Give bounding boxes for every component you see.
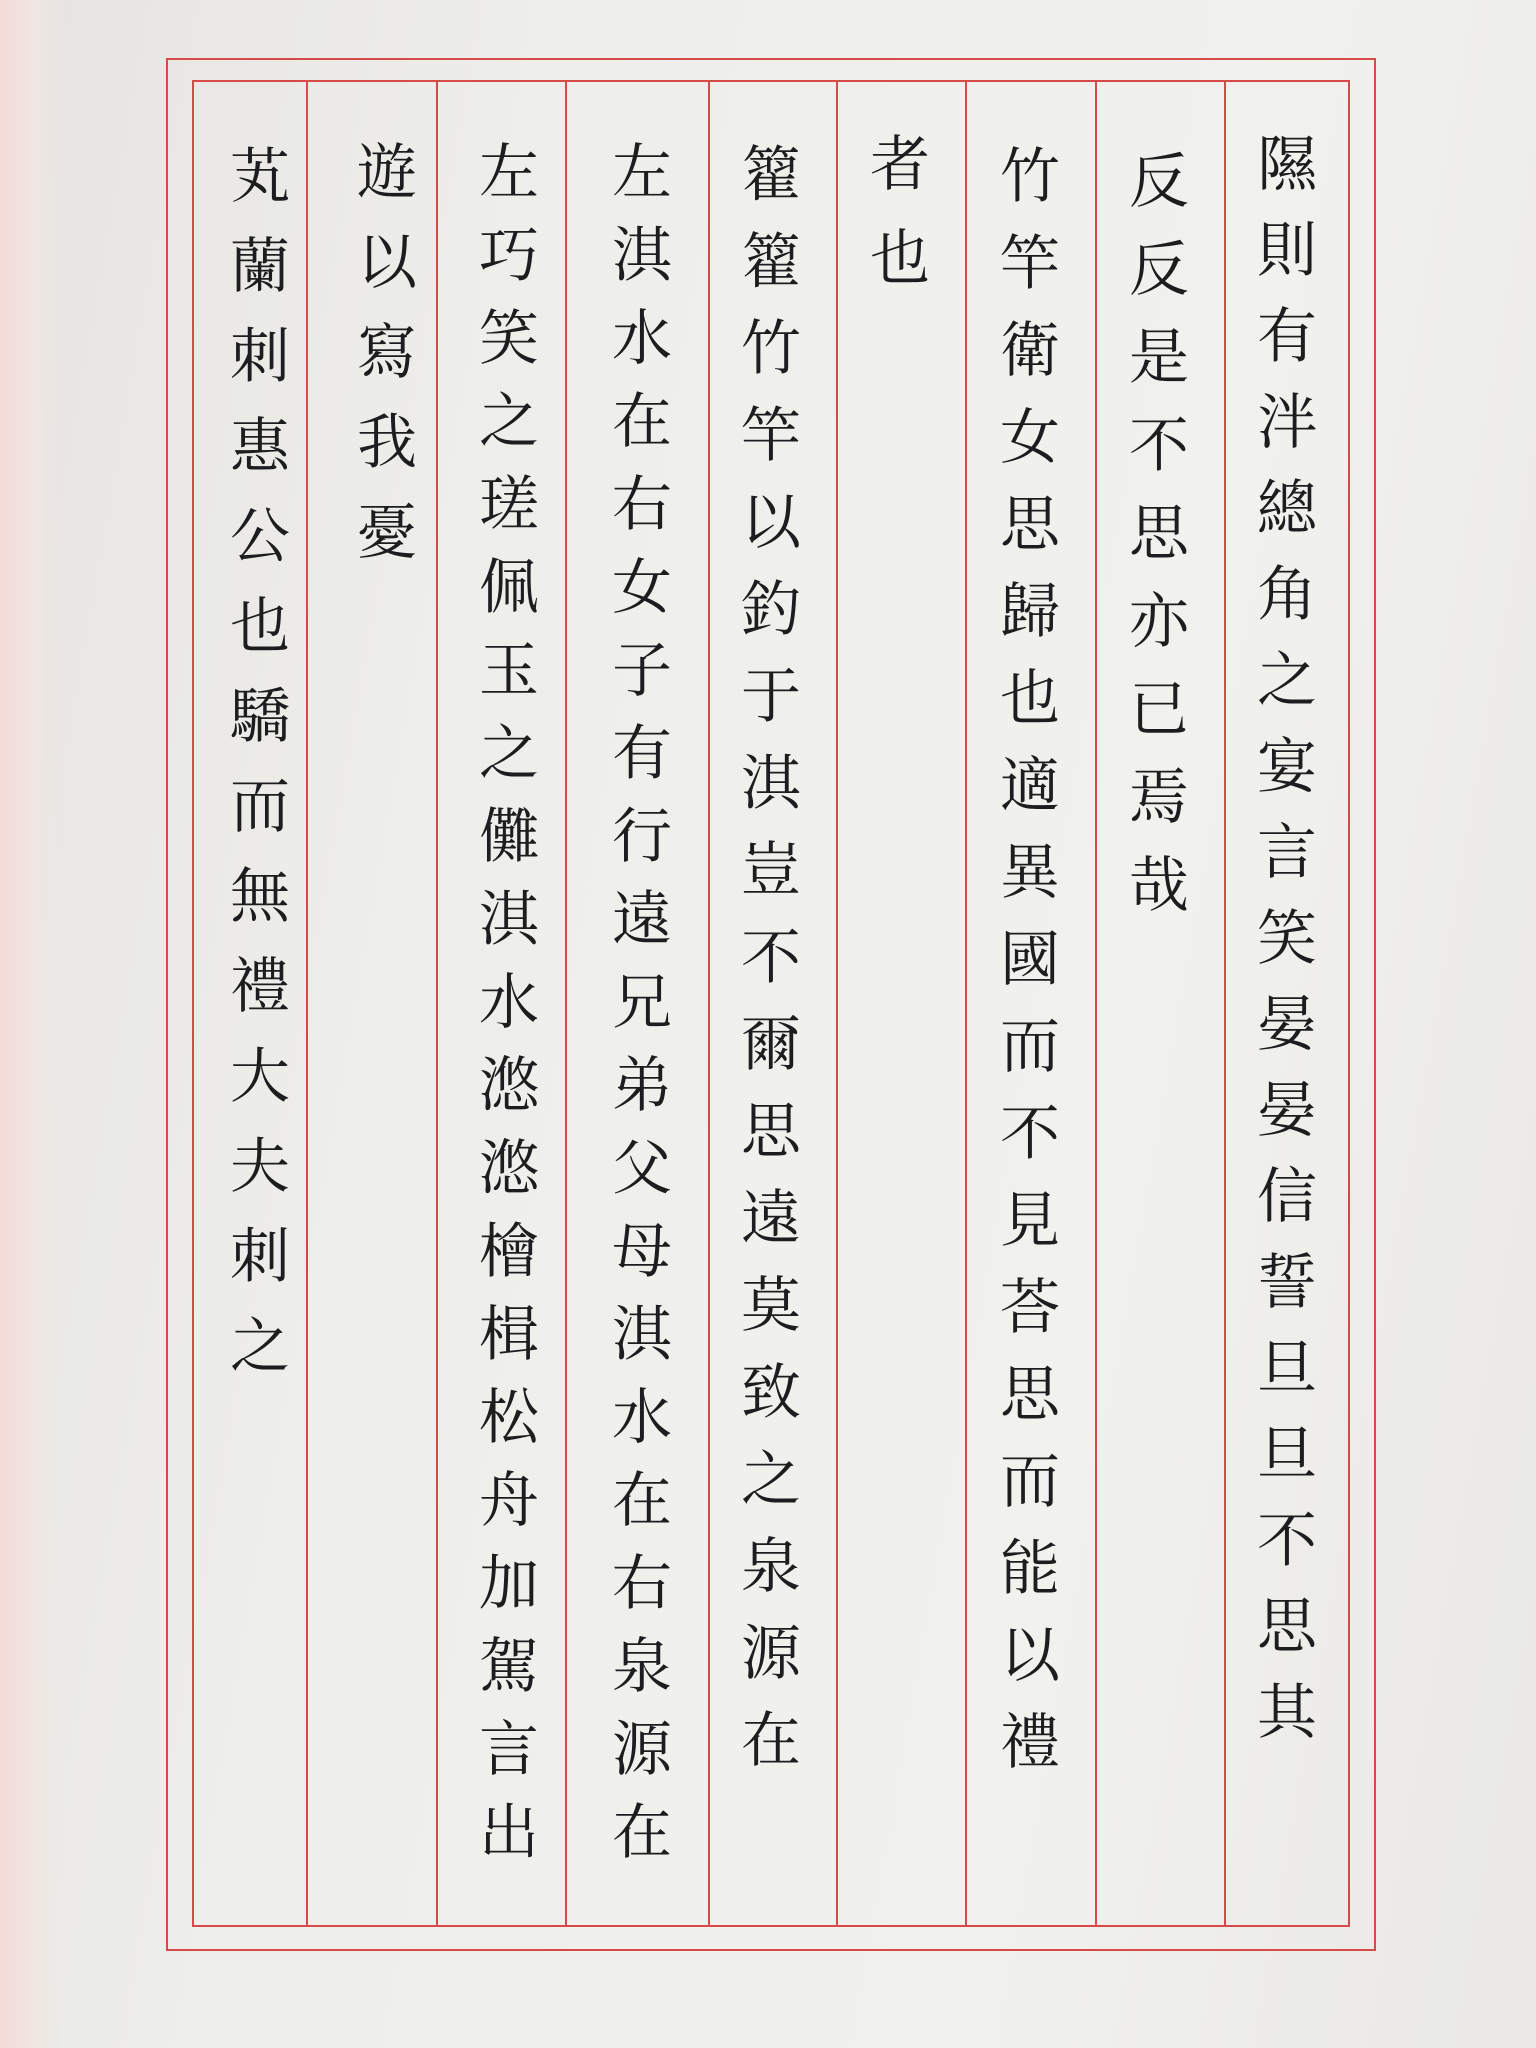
column-text: 反反是不思亦已焉哉 <box>1129 147 1189 921</box>
text-column-2 <box>1111 138 1207 930</box>
column-text: 左巧笑之瑳佩玉之儺淇水滺滺檜楫松舟加駕言出 <box>479 138 539 1868</box>
column-text: 竹竿衛女思歸也適異國而不見荅思而能以禮 <box>1000 142 1060 1778</box>
text-column-4 <box>852 118 948 306</box>
paper-edge-shadow <box>0 0 60 2048</box>
column-text: 隰則有泮總角之宴言笑晏晏信誓旦旦不思其 <box>1257 130 1317 1748</box>
text-column-8 <box>339 128 435 578</box>
text-column-9 <box>212 132 308 1392</box>
text-column-5 <box>723 132 819 1785</box>
text-column-3 <box>982 134 1078 1787</box>
column-rule <box>708 80 710 1927</box>
column-text: 者也 <box>870 130 930 294</box>
text-column-6 <box>594 132 690 1875</box>
column-rule <box>965 80 967 1927</box>
column-rule <box>1095 80 1097 1927</box>
column-rule <box>436 80 438 1927</box>
text-column-7 <box>461 132 557 1875</box>
column-text: 籊籊竹竿以釣于淇豈不爾思遠莫致之泉源在 <box>741 140 801 1776</box>
column-rule <box>1224 80 1226 1927</box>
column-text: 芄蘭刺惠公也驕而無禮大夫刺之 <box>230 142 290 1382</box>
column-rule <box>836 80 838 1927</box>
column-text: 遊以寫我憂 <box>357 138 417 568</box>
column-text: 左淇水在右女子有行遠兄弟父母淇水在右泉源在 <box>612 138 672 1868</box>
text-column-1 <box>1239 122 1335 1756</box>
column-rule <box>565 80 567 1927</box>
